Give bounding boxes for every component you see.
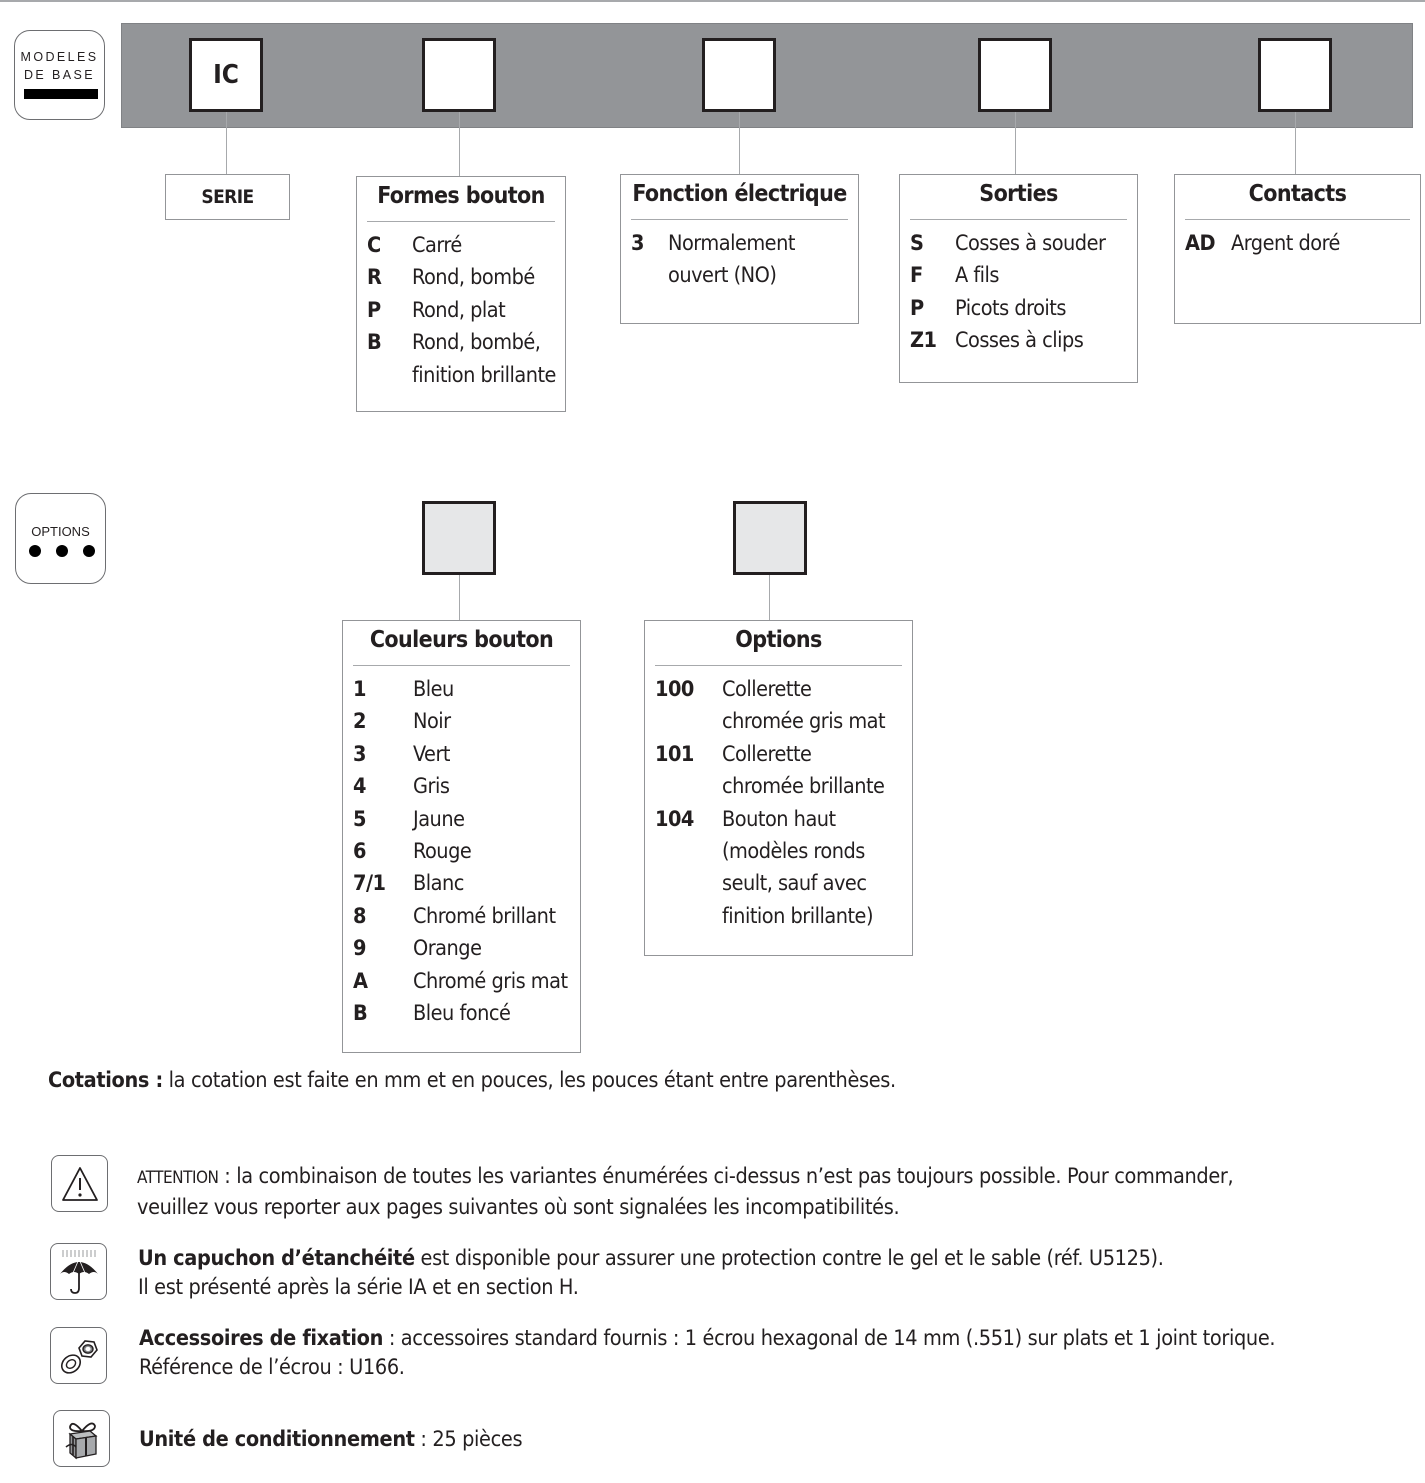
list-item: 8 Chromé brillant — [353, 903, 556, 929]
connector-line — [769, 575, 770, 621]
connector-line — [1015, 112, 1016, 174]
sorties-panel — [899, 174, 1138, 383]
badge-line2: DE BASE — [24, 68, 95, 82]
note-label: ATTENTION — [137, 1168, 219, 1188]
list-item: 6 Rouge — [353, 839, 472, 865]
panel-title: Couleurs bouton — [369, 627, 554, 653]
code-box-fonction-electrique — [702, 38, 776, 112]
connector-line — [739, 112, 740, 174]
serie-panel: SERIE — [165, 174, 290, 220]
list-item: 3 Normalement ouvert (NO) — [631, 231, 795, 289]
attention-note — [137, 1162, 1233, 1222]
note-text: est disponible pour assurer une protection contre le gel et le sable (réf. U5125). — [414, 1246, 1164, 1271]
list-item: B Bleu foncé — [353, 1001, 511, 1027]
list-item: 100 Collerette chromée gris mat — [655, 677, 886, 735]
note-label: Unité de conditionnement — [139, 1427, 415, 1452]
badge-bar — [24, 89, 98, 99]
note-label: Cotations : — [48, 1068, 163, 1093]
list-item: 1 Bleu — [353, 677, 454, 702]
note-text: Référence de l’écrou : U166. — [139, 1355, 405, 1380]
ellipsis-dots-icon — [29, 545, 95, 557]
panel-title: Formes bouton — [377, 183, 545, 209]
list-item: 104 Bouton haut (modèles ronds seult, sauf avec finition brillante) — [655, 806, 874, 929]
code-box-couleurs-bouton — [422, 501, 496, 575]
note-text: : la combinaison de toutes les variantes énumérées ci-dessus n’est pas toujours possible. Pour commander, — [218, 1164, 1234, 1189]
code-box-sorties — [978, 38, 1052, 112]
accessoires-note — [139, 1324, 1275, 1382]
list-item: F A fils — [910, 263, 999, 289]
umbrella-rain-icon — [50, 1243, 107, 1300]
code-box-serie: IC — [189, 38, 263, 112]
capuchon-note — [138, 1244, 1164, 1302]
panel-title: Sorties — [979, 181, 1058, 207]
contacts-panel — [1174, 174, 1421, 324]
note-text: : accessoires standard fournis : 1 écrou hexagonal de 14 mm (.551) sur plats et 1 joint torique. — [383, 1326, 1276, 1351]
code-box-formes-bouton — [422, 38, 496, 112]
options-badge — [15, 493, 106, 584]
note-text: veuillez vous reporter aux pages suivantes où sont signalées les incompatibilités. — [137, 1195, 900, 1220]
connector-line — [459, 575, 460, 621]
code-box-options — [733, 501, 807, 575]
list-item: Z1 Cosses à clips — [910, 328, 1084, 354]
list-item: R Rond, bombé — [367, 265, 535, 291]
couleurs-bouton-panel — [342, 620, 581, 1053]
formes-bouton-panel — [356, 176, 566, 412]
list-item: P Rond, plat — [367, 297, 506, 323]
list-item: A Chromé gris mat — [353, 968, 568, 994]
panel-title: Contacts — [1248, 181, 1347, 207]
list-item: 3 Vert — [353, 741, 450, 767]
options-panel — [644, 620, 913, 956]
fonction-electrique-panel — [620, 174, 859, 324]
list-item: 101 Collerette chromée brillante — [655, 741, 885, 800]
badge-line1: MODELES — [20, 50, 99, 64]
badge-label: OPTIONS — [31, 524, 90, 539]
cotations-note — [48, 1066, 896, 1095]
list-item: S Cosses à souder — [910, 231, 1106, 256]
note-text: la cotation est faite en mm et en pouces, les pouces étant entre parenthèses. — [162, 1068, 896, 1093]
list-item: 2 Noir — [353, 709, 451, 735]
panel-title: Options — [735, 627, 822, 653]
note-label: Accessoires de fixation — [139, 1326, 384, 1351]
list-item: C Carré — [367, 233, 462, 258]
top-rule — [0, 0, 1425, 2]
list-item: P Picots droits — [910, 295, 1066, 321]
connector-line — [459, 112, 460, 176]
gift-package-icon — [53, 1410, 110, 1467]
list-item: 4 Gris — [353, 774, 450, 800]
connector-line — [226, 112, 227, 174]
nut-washer-icon — [50, 1327, 107, 1384]
base-models-badge — [14, 30, 105, 120]
note-label: Un capuchon d’étanchéité — [138, 1246, 415, 1271]
list-item: 9 Orange — [353, 936, 482, 962]
connector-line — [1295, 112, 1296, 174]
warning-triangle-icon — [51, 1155, 108, 1212]
list-item: 7/1 Blanc — [353, 871, 464, 897]
list-item: AD Argent doré — [1185, 231, 1340, 256]
panel-title: Fonction électrique — [632, 181, 847, 207]
note-text: Il est présenté après la série IA et en section H. — [138, 1275, 579, 1300]
note-text: : 25 pièces — [414, 1427, 523, 1452]
code-box-contacts — [1258, 38, 1332, 112]
conditionnement-note — [139, 1425, 522, 1454]
list-item: 5 Jaune — [353, 806, 465, 832]
list-item: B Rond, bombé, finition brillante — [367, 330, 556, 388]
